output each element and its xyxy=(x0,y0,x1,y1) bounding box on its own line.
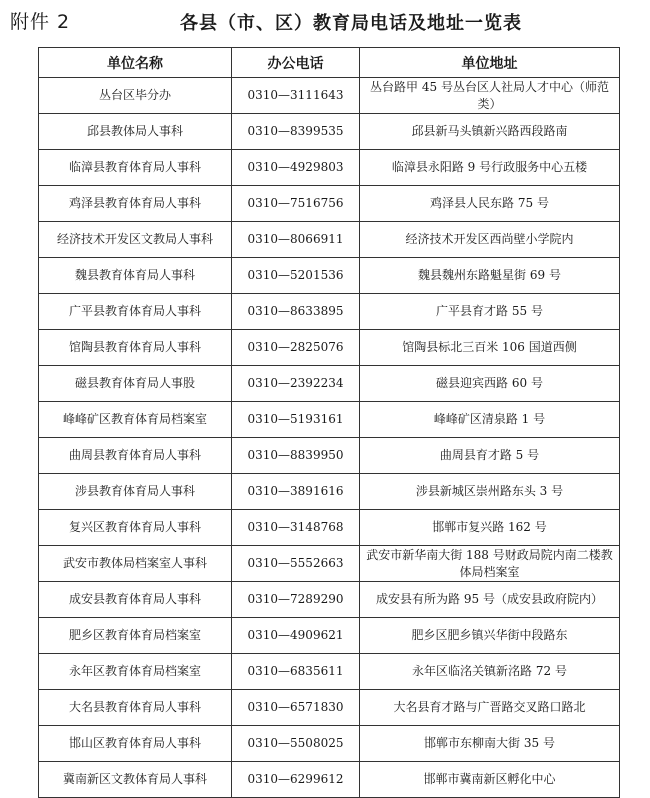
table-row xyxy=(39,582,620,618)
address-cell: 广平县育才路 55 号 xyxy=(360,294,620,330)
table-row xyxy=(39,726,620,762)
unit-name-cell: 临漳县教育体育局人事科 xyxy=(39,150,232,186)
address-cell: 经济技术开发区西尚壁小学院内 xyxy=(360,222,620,258)
table-row xyxy=(39,654,620,690)
phone-cell: 0310—2392234 xyxy=(232,366,360,402)
table-row xyxy=(39,474,620,510)
table-row xyxy=(39,546,620,582)
unit-name-cell: 成安县教育体育局人事科 xyxy=(39,582,232,618)
attachment-label: 附件 2 xyxy=(10,11,71,33)
table-header-row xyxy=(39,48,620,78)
unit-name-cell: 邱县教体局人事科 xyxy=(39,114,232,150)
address-cell: 武安市新华南大街 188 号财政局院内南二楼教体局档案室 xyxy=(360,546,620,582)
phone-cell: 0310—8633895 xyxy=(232,294,360,330)
phone-cell: 0310—5552663 xyxy=(232,546,360,582)
table-row xyxy=(39,294,620,330)
phone-cell: 0310—5508025 xyxy=(232,726,360,762)
unit-name-cell: 经济技术开发区文教局人事科 xyxy=(39,222,232,258)
table-row xyxy=(39,690,620,726)
phone-cell: 0310—2825076 xyxy=(232,330,360,366)
address-cell: 邯郸市东柳南大街 35 号 xyxy=(360,726,620,762)
address-cell: 涉县新城区崇州路东头 3 号 xyxy=(360,474,620,510)
phone-cell: 0310—4929803 xyxy=(232,150,360,186)
column-header-name: 单位名称 xyxy=(39,48,232,78)
unit-name-cell: 涉县教育体育局人事科 xyxy=(39,474,232,510)
address-cell: 魏县魏州东路魁星街 69 号 xyxy=(360,258,620,294)
unit-name-cell: 大名县教育体育局人事科 xyxy=(39,690,232,726)
phone-cell: 0310—4909621 xyxy=(232,618,360,654)
address-cell: 丛台路甲 45 号丛台区人社局人才中心（师范类） xyxy=(360,78,620,114)
table-row xyxy=(39,438,620,474)
unit-name-cell: 鸡泽县教育体育局人事科 xyxy=(39,186,232,222)
address-cell: 永年区临洺关镇新洺路 72 号 xyxy=(360,654,620,690)
phone-cell: 0310—8399535 xyxy=(232,114,360,150)
phone-cell: 0310—8066911 xyxy=(232,222,360,258)
table-row xyxy=(39,402,620,438)
address-cell: 肥乡区肥乡镇兴华街中段路东 xyxy=(360,618,620,654)
unit-name-cell: 曲周县教育体育局人事科 xyxy=(39,438,232,474)
address-cell: 鸡泽县人民东路 75 号 xyxy=(360,186,620,222)
address-cell: 临漳县永阳路 9 号行政服务中心五楼 xyxy=(360,150,620,186)
unit-name-cell: 峰峰矿区教育体育局档案室 xyxy=(39,402,232,438)
phone-cell: 0310—7516756 xyxy=(232,186,360,222)
unit-name-cell: 磁县教育体育局人事股 xyxy=(39,366,232,402)
unit-name-cell: 永年区教育体育局档案室 xyxy=(39,654,232,690)
phone-cell: 0310—6835611 xyxy=(232,654,360,690)
address-cell: 曲周县育才路 5 号 xyxy=(360,438,620,474)
address-cell: 磁县迎宾西路 60 号 xyxy=(360,366,620,402)
phone-cell: 0310—5201536 xyxy=(232,258,360,294)
phone-cell: 0310—7289290 xyxy=(232,582,360,618)
table-row xyxy=(39,150,620,186)
address-cell: 峰峰矿区清泉路 1 号 xyxy=(360,402,620,438)
unit-name-cell: 复兴区教育体育局人事科 xyxy=(39,510,232,546)
phone-cell: 0310—6571830 xyxy=(232,690,360,726)
address-cell: 邯郸市复兴路 162 号 xyxy=(360,510,620,546)
table-row xyxy=(39,114,620,150)
unit-name-cell: 肥乡区教育体育局档案室 xyxy=(39,618,232,654)
phone-cell: 0310—5193161 xyxy=(232,402,360,438)
page-title: 各县（市、区）教育局电话及地址一览表 xyxy=(180,13,522,34)
unit-name-cell: 武安市教体局档案室人事科 xyxy=(39,546,232,582)
address-cell: 馆陶县标北三百米 106 国道西侧 xyxy=(360,330,620,366)
phone-cell: 0310—3111643 xyxy=(232,78,360,114)
address-cell: 大名县育才路与广晋路交叉路口路北 xyxy=(360,690,620,726)
phone-cell: 0310—8839950 xyxy=(232,438,360,474)
address-cell: 邯郸市冀南新区孵化中心 xyxy=(360,762,620,798)
table-row xyxy=(39,186,620,222)
unit-name-cell: 丛台区毕分办 xyxy=(39,78,232,114)
unit-name-cell: 馆陶县教育体育局人事科 xyxy=(39,330,232,366)
table-row xyxy=(39,510,620,546)
column-header-phone: 办公电话 xyxy=(232,48,360,78)
unit-name-cell: 邯山区教育体育局人事科 xyxy=(39,726,232,762)
table-row xyxy=(39,222,620,258)
unit-name-cell: 冀南新区文教体育局人事科 xyxy=(39,762,232,798)
table-row xyxy=(39,762,620,798)
unit-name-cell: 广平县教育体育局人事科 xyxy=(39,294,232,330)
unit-name-cell: 魏县教育体育局人事科 xyxy=(39,258,232,294)
address-cell: 成安县有所为路 95 号（成安县政府院内） xyxy=(360,582,620,618)
table-row xyxy=(39,366,620,402)
table-row xyxy=(39,258,620,294)
table-row xyxy=(39,330,620,366)
table-row xyxy=(39,78,620,114)
column-header-address: 单位地址 xyxy=(360,48,620,78)
address-cell: 邱县新马头镇新兴路西段路南 xyxy=(360,114,620,150)
phone-cell: 0310—3891616 xyxy=(232,474,360,510)
table-row xyxy=(39,618,620,654)
phone-cell: 0310—6299612 xyxy=(232,762,360,798)
contact-table xyxy=(38,47,620,798)
phone-cell: 0310—3148768 xyxy=(232,510,360,546)
